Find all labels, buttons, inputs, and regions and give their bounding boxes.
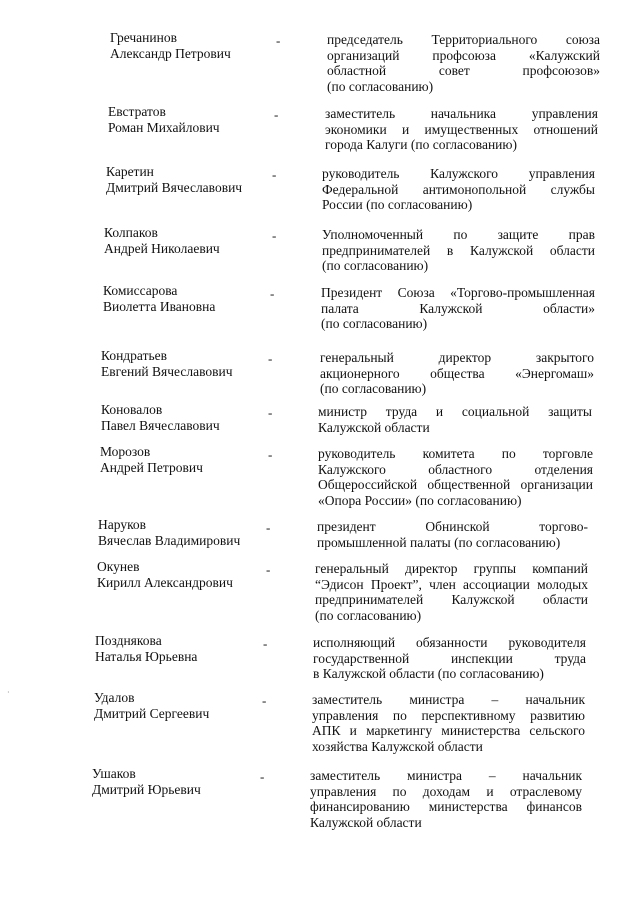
member-position-line: (по согласованию): [327, 78, 434, 94]
member-name: [103, 283, 215, 314]
member-name-line: Роман Михайлович: [108, 119, 220, 135]
member-name-line: Морозов: [100, 444, 151, 459]
member-position-line: президент Обнинской торгово-: [317, 519, 588, 534]
member-name: [101, 402, 220, 433]
separator-dash: -: [266, 562, 271, 577]
member-position: [321, 285, 595, 332]
member-name-line: Дмитрий Юрьевич: [92, 781, 201, 797]
member-position-line: предпринимателей Калужской области: [315, 592, 588, 608]
member-name: [92, 766, 201, 797]
separator-dash: -: [262, 693, 267, 708]
member-name-line: Колпаков: [104, 225, 158, 240]
member-name-line: Окунев: [97, 559, 140, 574]
member-name-line: Виолетта Ивановна: [103, 298, 216, 314]
member-position: [315, 561, 588, 623]
member-position-line: Уполномоченный по защите прав: [322, 227, 595, 242]
member-position-line: экономики и имущественных отношений: [325, 121, 598, 137]
member-position-line: министр труда и социальной защиты: [318, 404, 592, 419]
member-position: [313, 635, 586, 682]
member-position-line: (по согласованию): [315, 607, 422, 623]
member-name-line: Наталья Юрьевна: [95, 648, 198, 664]
member-position-line: акционерного общества «Энергомаш»: [320, 365, 594, 381]
member-name: [95, 633, 197, 664]
member-position-line: Общероссийской общественной организации: [318, 477, 593, 493]
member-name-line: Евгений Вячеславович: [101, 363, 233, 379]
member-name: [108, 104, 220, 135]
member-position-line: генеральный директор закрытого: [320, 350, 594, 365]
member-name: [100, 444, 203, 475]
member-position-line: Калужской области: [318, 419, 430, 435]
member-position-line: заместитель начальника управления: [325, 106, 598, 121]
member-name-line: Вячеслав Владимирович: [98, 532, 241, 548]
member-position: [312, 692, 585, 754]
member-name: [110, 30, 231, 61]
member-position-line: АПК и маркетингу министерства сельского: [312, 723, 585, 739]
member-position: [317, 519, 588, 550]
member-position: [327, 32, 600, 94]
member-position: [320, 350, 594, 397]
member-position: [318, 404, 592, 435]
member-name-line: Кондратьев: [101, 348, 167, 363]
member-position: [322, 227, 595, 274]
member-name-line: Комиссарова: [103, 283, 178, 298]
member-position: [325, 106, 598, 153]
member-name-line: Гречанинов: [110, 30, 177, 45]
separator-dash: -: [268, 447, 273, 462]
scan-speck: ·: [7, 688, 10, 697]
member-name-line: Коновалов: [101, 402, 163, 417]
member-position-line: управления по доходам и отраслевому: [310, 783, 582, 799]
separator-dash: -: [270, 286, 275, 301]
member-position-line: государственной инспекции труда: [313, 650, 586, 666]
member-name-line: Андрей Петрович: [100, 459, 203, 475]
separator-dash: -: [266, 520, 271, 535]
member-position-line: генеральный директор группы компаний: [315, 561, 588, 576]
member-name-line: Александр Петрович: [110, 45, 231, 61]
member-name: [101, 348, 233, 379]
member-name: [104, 225, 220, 256]
member-position-line: Президент Союза «Торгово-промышленная: [321, 285, 595, 300]
member-position-line: России (по согласованию): [322, 197, 473, 213]
member-position-line: хозяйства Калужской области: [312, 738, 483, 754]
member-position-line: в Калужской области (по согласованию): [313, 666, 544, 682]
member-position: [310, 768, 582, 830]
member-name: [98, 517, 240, 548]
member-name-line: Каретин: [106, 164, 154, 179]
separator-dash: -: [272, 228, 277, 243]
member-position-line: (по согласованию): [320, 381, 427, 397]
member-position: [322, 166, 595, 213]
member-position-line: промышленной палаты (по согласованию): [317, 534, 561, 550]
member-position-line: управления по перспективному развитию: [312, 707, 585, 723]
member-position-line: “Эдисон Проект”, член ассоциации молодых: [315, 576, 588, 592]
member-position-line: Калужского областного отделения: [318, 461, 593, 477]
separator-dash: -: [276, 33, 281, 48]
member-name: [106, 164, 242, 195]
member-position-line: организаций профсоюза «Калужский: [327, 47, 600, 63]
separator-dash: -: [263, 636, 268, 651]
member-name: [94, 690, 209, 721]
member-name-line: Удалов: [94, 690, 135, 705]
member-name-line: Наруков: [98, 517, 147, 532]
separator-dash: -: [268, 405, 273, 420]
member-name: [97, 559, 233, 590]
member-position-line: заместитель министра – начальник: [312, 692, 585, 707]
member-position-line: предпринимателей в Калужской области: [322, 242, 595, 258]
member-position-line: руководитель комитета по торговле: [318, 446, 593, 461]
member-position-line: палата Калужской области»: [321, 300, 595, 316]
member-position: [318, 446, 593, 508]
separator-dash: -: [268, 351, 273, 366]
member-position-line: областной совет профсоюзов»: [327, 63, 600, 79]
member-position-line: председатель Территориального союза: [327, 32, 600, 47]
member-name-line: Дмитрий Сергеевич: [94, 705, 210, 721]
member-position-line: (по согласованию): [322, 258, 429, 274]
member-position-line: финансированию министерства финансов: [310, 799, 582, 815]
member-name-line: Ушаков: [92, 766, 136, 781]
member-name-line: Евстратов: [108, 104, 166, 119]
member-position-line: Федеральной антимонопольной службы: [322, 181, 595, 197]
member-position-line: исполняющий обязанности руководителя: [313, 635, 586, 650]
member-name-line: Позднякова: [95, 633, 162, 648]
member-name-line: Кирилл Александрович: [97, 574, 233, 590]
member-position-line: (по согласованию): [321, 316, 428, 332]
separator-dash: -: [260, 769, 265, 784]
member-position-line: города Калуги (по согласованию): [325, 137, 517, 153]
separator-dash: -: [272, 167, 277, 182]
member-position-line: заместитель министра – начальник: [310, 768, 582, 783]
member-name-line: Павел Вячеславович: [101, 417, 220, 433]
member-position-line: руководитель Калужского управления: [322, 166, 595, 181]
separator-dash: -: [274, 107, 279, 122]
member-position-line: Калужской области: [310, 814, 422, 830]
member-name-line: Андрей Николаевич: [104, 240, 220, 256]
member-position-line: «Опора России» (по согласованию): [318, 492, 522, 508]
member-name-line: Дмитрий Вячеславович: [106, 179, 243, 195]
